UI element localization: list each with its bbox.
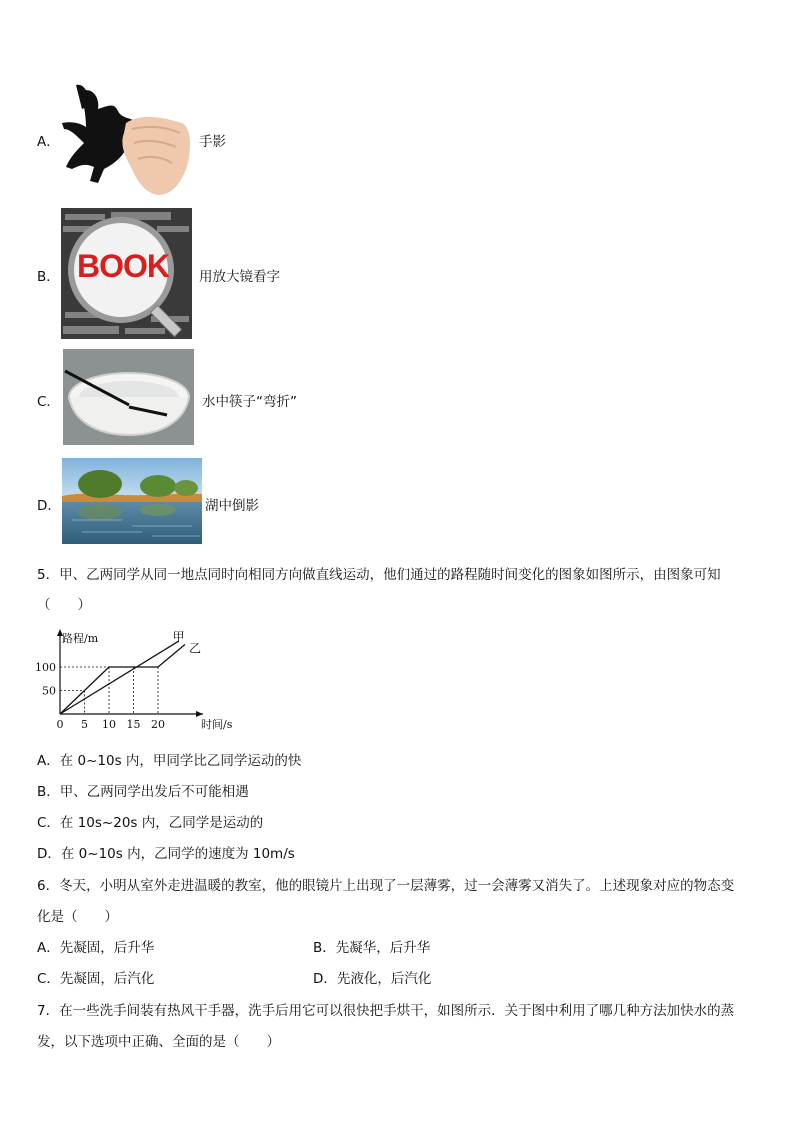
x-tick-label: 10 xyxy=(102,718,116,731)
option-b-letter: B． xyxy=(37,269,60,285)
option-b-text: 用放大镜看字 xyxy=(199,269,280,285)
magnifier-book-image xyxy=(61,208,192,339)
q6-option-c: C．先凝固，后汽化 xyxy=(37,971,155,987)
q5-stem-line1: 5．甲、乙两同学从同一地点同时向相同方向做直线运动，他们通过的路程随时间变化的图象如图所示，由图象可知 xyxy=(37,567,721,583)
option-a-text: 手影 xyxy=(199,134,226,150)
option-a-letter: A． xyxy=(37,134,60,150)
chart-svg xyxy=(35,620,233,738)
option-d-letter: D． xyxy=(37,498,61,514)
x-tick-label: 15 xyxy=(126,718,141,731)
q5-option-d: D．在 0~10s 内，乙同学的速度为 10m/s xyxy=(37,846,295,862)
chopstick-in-bowl-image xyxy=(63,349,194,445)
rabbit-hand-shadow-image xyxy=(62,83,193,197)
q5-option-a: A．在 0~10s 内，甲同学比乙同学运动的快 xyxy=(37,753,302,769)
q7-stem-line2: 发，以下选项中正确、全面的是（ ） xyxy=(37,1034,280,1050)
x-tick-label: 5 xyxy=(81,718,88,731)
q6-option-a: A．先凝固，后升华 xyxy=(37,940,155,956)
series-line-1 xyxy=(60,644,185,714)
x-axis-arrow xyxy=(196,711,203,717)
option-d-text: 湖中倒影 xyxy=(205,498,259,514)
option-c-text: 水中筷子“弯折” xyxy=(202,394,297,410)
series-line-0 xyxy=(60,641,179,714)
q5-stem-line2: （ ） xyxy=(37,597,91,613)
series-label: 甲 xyxy=(172,630,185,645)
x-tick-label: 20 xyxy=(151,718,165,731)
y-tick-label: 100 xyxy=(35,661,56,674)
q5-option-c: C．在 10s~20s 内，乙同学是运动的 xyxy=(37,815,264,831)
y-tick-label: 50 xyxy=(42,684,56,698)
q6-option-d: D．先液化，后汽化 xyxy=(313,971,432,987)
series-label: 乙 xyxy=(188,641,201,656)
option-c-letter: C． xyxy=(37,394,60,410)
lake-reflection-image xyxy=(62,458,202,544)
q6-option-b: B．先凝华，后升华 xyxy=(313,940,431,956)
q6-stem-line2: 化是（ ） xyxy=(37,909,118,925)
book-word: BOOK xyxy=(77,248,169,284)
q7-stem-line1: 7．在一些洗手间装有热风干手器，洗手后用它可以很快把手烘干，如图所示．关于图中利用了哪几种方法加快水的蒸 xyxy=(37,1003,735,1019)
x-axis-label: 时间/s xyxy=(201,718,233,731)
y-axis-label: 路程/m xyxy=(62,632,99,645)
q6-stem-line1: 6．冬天，小明从室外走进温暖的教室，他的眼镜片上出现了一层薄雾，过一会薄雾又消失了。上述现象对应的物态变 xyxy=(37,878,735,894)
distance-time-chart xyxy=(35,620,233,738)
q5-option-b: B．甲、乙两同学出发后不可能相遇 xyxy=(37,784,249,800)
x-tick-label: 0 xyxy=(56,718,64,731)
